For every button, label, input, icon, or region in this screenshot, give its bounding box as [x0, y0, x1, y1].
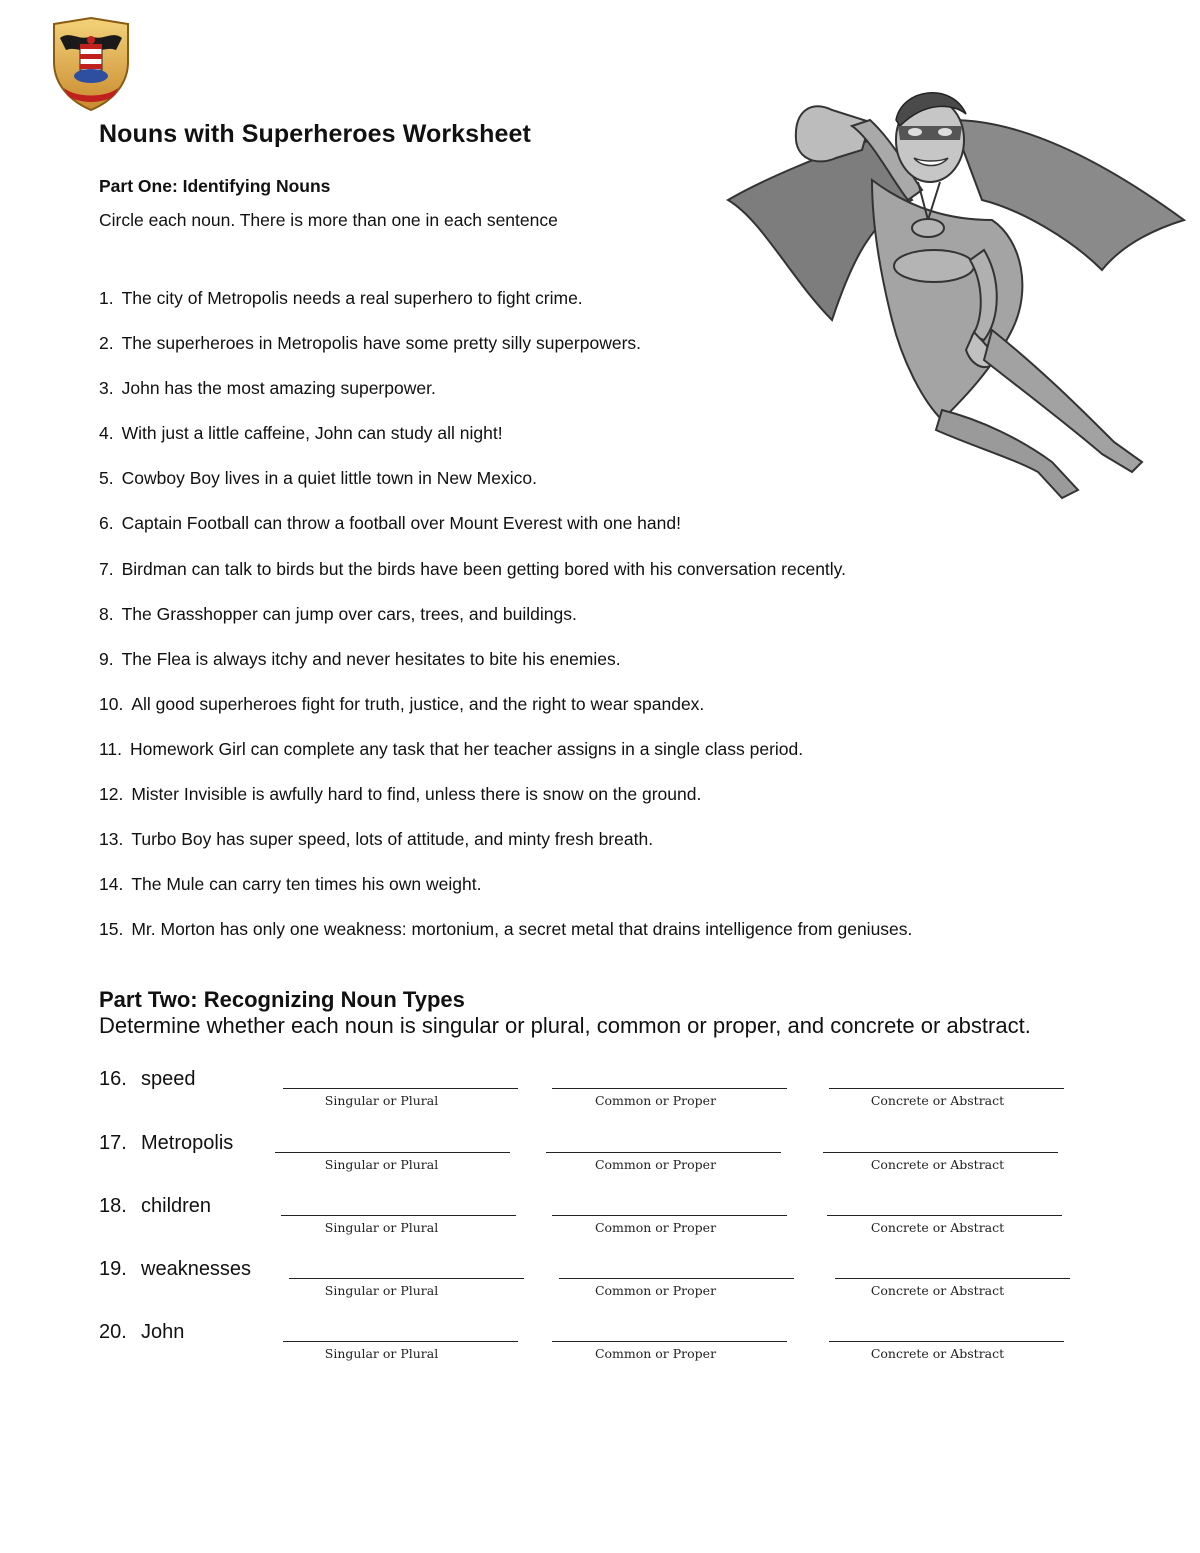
sentence-text: All good superheroes fight for truth, justice, and the right to wear spandex. [131, 693, 705, 714]
concrete-abstract-caption: Concrete or Abstract [870, 1093, 1005, 1108]
common-proper-blank[interactable] [552, 1341, 787, 1342]
sentence-number: 11. [99, 738, 123, 759]
question-row [99, 1321, 1099, 1371]
sentence-item [99, 332, 912, 377]
question-label [99, 1258, 251, 1281]
sentence-number: 6. [99, 513, 114, 534]
concrete-abstract-blank[interactable] [835, 1278, 1070, 1279]
sentence-number: 4. [99, 423, 114, 444]
singular-plural-blank[interactable] [281, 1215, 516, 1216]
sentence-number: 13. [99, 829, 124, 850]
sentence-number: 3. [99, 378, 114, 399]
sentence-item [99, 873, 912, 918]
sentence-number: 14. [99, 874, 124, 895]
sentence-number: 15. [99, 919, 124, 940]
singular-plural-caption: Singular or Plural [324, 1283, 439, 1298]
sentence-text: The city of Metropolis needs a real superhero to fight crime. [121, 288, 583, 308]
sentence-text: Cowboy Boy lives in a quiet little town in New Mexico. [121, 468, 537, 489]
page-title: Nouns with Superheroes Worksheet [99, 120, 531, 148]
sentence-number: 2. [99, 333, 114, 354]
sentence-item [99, 603, 912, 648]
question-label [99, 1321, 184, 1344]
sentence-text: The Grasshopper can jump over cars, trees, and buildings. [121, 603, 577, 624]
sentence-list [99, 287, 912, 963]
concrete-abstract-caption: Concrete or Abstract [870, 1346, 1005, 1361]
singular-plural-blank[interactable] [283, 1341, 518, 1342]
question-row [99, 1258, 1099, 1308]
question-label [99, 1068, 196, 1091]
sentence-number: 1. [99, 288, 114, 308]
sentence-item [99, 558, 912, 603]
part-two-instructions: Determine whether each noun is singular or plural, common or proper, and concrete or abstract. [99, 1013, 1031, 1038]
concrete-abstract-blank[interactable] [827, 1215, 1062, 1216]
sentence-text: Mister Invisible is awfully hard to find, unless there is snow on the ground. [131, 784, 702, 805]
singular-plural-blank[interactable] [289, 1278, 524, 1279]
concrete-abstract-blank[interactable] [829, 1341, 1064, 1342]
common-proper-blank[interactable] [552, 1088, 787, 1089]
common-proper-caption: Common or Proper [594, 1220, 717, 1235]
singular-plural-blank[interactable] [275, 1152, 510, 1153]
concrete-abstract-caption: Concrete or Abstract [870, 1157, 1005, 1172]
common-proper-caption: Common or Proper [594, 1346, 717, 1361]
sentence-item [99, 738, 912, 783]
sentence-item [99, 377, 912, 422]
question-number: 19. [99, 1258, 127, 1280]
sentence-text: Mr. Morton has only one weakness: mortonium, a secret metal that drains intelligence from geniuses. [131, 919, 913, 940]
sentence-text: The Mule can carry ten times his own weight. [131, 874, 482, 895]
sentence-item [99, 693, 912, 738]
question-number: 16. [99, 1068, 127, 1090]
sentence-number: 9. [99, 648, 114, 669]
sentence-item [99, 918, 912, 963]
question-label [99, 1195, 211, 1218]
singular-plural-blank[interactable] [283, 1088, 518, 1089]
sentence-item [99, 287, 912, 332]
sentence-text: The superheroes in Metropolis have some pretty silly superpowers. [121, 333, 642, 354]
part-one-heading: Part One: Identifying Nouns [99, 176, 331, 196]
sentence-item [99, 467, 912, 512]
sentence-number: 10. [99, 693, 124, 714]
question-row [99, 1132, 1099, 1182]
part-two-heading: Part Two: Recognizing Noun Types [99, 987, 465, 1012]
question-label [99, 1132, 233, 1155]
sentence-text: Captain Football can throw a football over Mount Everest with one hand! [121, 513, 681, 534]
common-proper-blank[interactable] [559, 1278, 794, 1279]
question-number: 20. [99, 1321, 127, 1343]
singular-plural-caption: Singular or Plural [324, 1346, 439, 1361]
school-crest-icon [50, 16, 132, 112]
sentence-number: 7. [99, 558, 114, 579]
sentence-item [99, 422, 912, 467]
question-word: John [141, 1321, 185, 1343]
sentence-text: With just a little caffeine, John can study all night! [121, 423, 503, 444]
question-word: weaknesses [141, 1258, 252, 1280]
question-word: Metropolis [141, 1132, 234, 1154]
question-number: 18. [99, 1195, 127, 1217]
singular-plural-caption: Singular or Plural [324, 1093, 439, 1108]
sentence-item [99, 648, 912, 693]
sentence-number: 12. [99, 784, 124, 805]
common-proper-caption: Common or Proper [594, 1283, 717, 1298]
sentence-item [99, 828, 912, 873]
concrete-abstract-caption: Concrete or Abstract [870, 1283, 1005, 1298]
sentence-item [99, 783, 912, 828]
question-word: speed [141, 1068, 196, 1090]
common-proper-blank[interactable] [546, 1152, 781, 1153]
sentence-text: The Flea is always itchy and never hesitates to bite his enemies. [121, 648, 621, 669]
question-row [99, 1195, 1099, 1245]
question-word: children [141, 1195, 212, 1217]
sentence-text: John has the most amazing superpower. [121, 378, 436, 399]
sentence-number: 8. [99, 603, 114, 624]
concrete-abstract-blank[interactable] [823, 1152, 1058, 1153]
sentence-text: Homework Girl can complete any task that her teacher assigns in a single class period. [130, 738, 804, 759]
sentence-text: Turbo Boy has super speed, lots of attitude, and minty fresh breath. [131, 829, 654, 850]
question-row [99, 1068, 1099, 1118]
common-proper-blank[interactable] [552, 1215, 787, 1216]
common-proper-caption: Common or Proper [594, 1157, 717, 1172]
sentence-text: Birdman can talk to birds but the birds have been getting bored with his conversation recently. [121, 558, 846, 579]
singular-plural-caption: Singular or Plural [324, 1157, 439, 1172]
part-one-instructions: Circle each noun. There is more than one in each sentence [99, 210, 558, 230]
common-proper-caption: Common or Proper [594, 1093, 717, 1108]
singular-plural-caption: Singular or Plural [324, 1220, 439, 1235]
sentence-number: 5. [99, 468, 114, 489]
concrete-abstract-caption: Concrete or Abstract [870, 1220, 1005, 1235]
concrete-abstract-blank[interactable] [829, 1088, 1064, 1089]
sentence-item [99, 512, 912, 557]
question-number: 17. [99, 1132, 127, 1154]
